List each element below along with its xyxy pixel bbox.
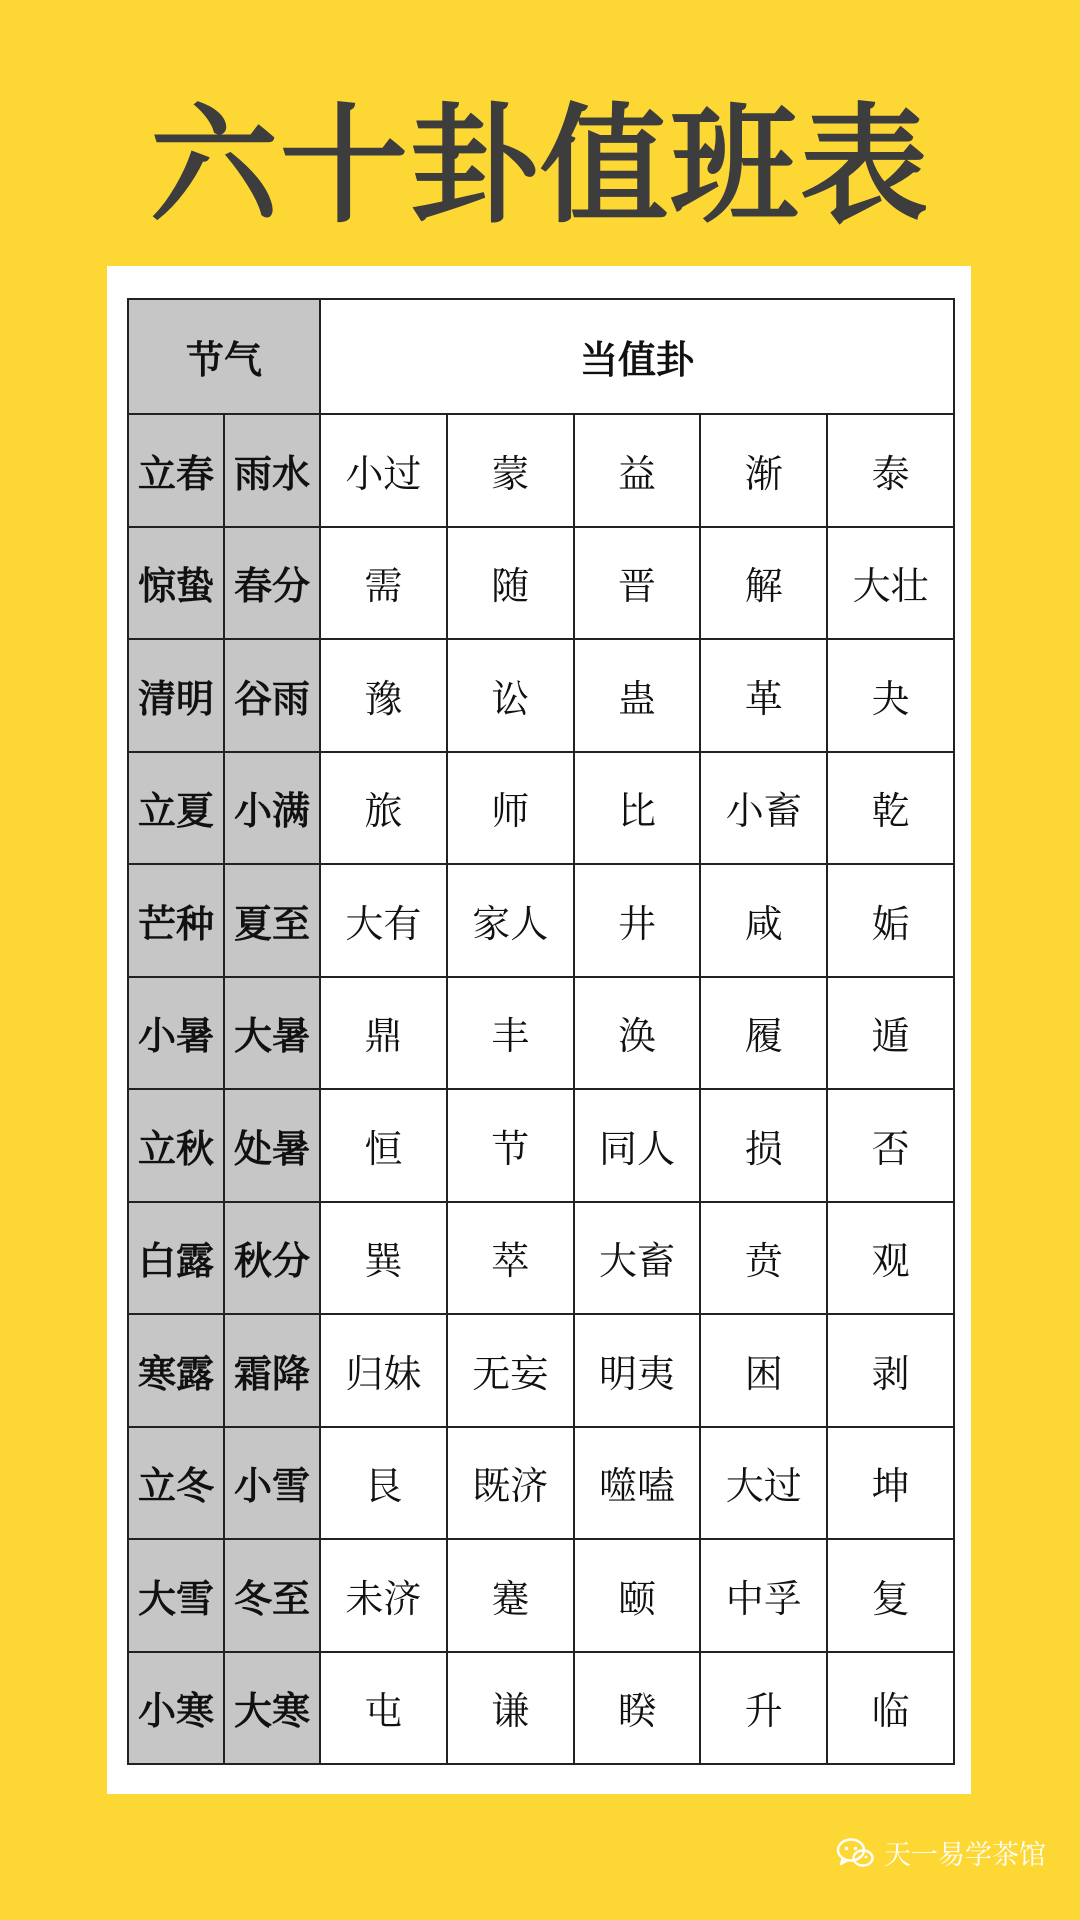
hexagram-cell: 艮 [320,1427,447,1540]
hexagram-cell: 节 [447,1089,574,1202]
watermark-text: 天一易学茶馆 [884,1840,1046,1871]
hexagram-cell: 革 [700,639,827,752]
solar-term-cell: 春分 [224,527,320,640]
hexagram-cell: 巽 [320,1202,447,1315]
table-body [128,299,954,1764]
table-row [128,977,954,1090]
hexagram-cell: 随 [447,527,574,640]
hexagram-cell: 小畜 [700,752,827,865]
hexagram-cell: 大过 [700,1427,827,1540]
hexagram-cell: 益 [574,414,701,527]
hexagram-cell: 咸 [700,864,827,977]
hexagram-cell: 萃 [447,1202,574,1315]
table-card [107,266,971,1794]
hexagram-cell: 晋 [574,527,701,640]
table-row [128,1314,954,1427]
table-row [128,1202,954,1315]
solar-term-cell: 惊蛰 [128,527,224,640]
hexagram-cell: 同人 [574,1089,701,1202]
hexagram-cell: 谦 [447,1652,574,1765]
solar-term-cell: 秋分 [224,1202,320,1315]
hexagram-cell: 乾 [827,752,954,865]
hexagram-cell: 讼 [447,639,574,752]
solar-term-cell: 白露 [128,1202,224,1315]
hexagram-cell: 屯 [320,1652,447,1765]
hexagram-cell: 遁 [827,977,954,1090]
solar-term-cell: 立春 [128,414,224,527]
hexagram-cell: 损 [700,1089,827,1202]
hexagram-cell: 观 [827,1202,954,1315]
hexagram-cell: 解 [700,527,827,640]
hexagram-cell: 蒙 [447,414,574,527]
hexagram-cell: 丰 [447,977,574,1090]
hexagram-cell: 师 [447,752,574,865]
table-row [128,1652,954,1765]
solar-term-cell: 立秋 [128,1089,224,1202]
wechat-icon [836,1837,874,1869]
table-row [128,864,954,977]
hexagram-cell: 比 [574,752,701,865]
hexagram-cell: 大畜 [574,1202,701,1315]
solar-term-cell: 立夏 [128,752,224,865]
hexagram-cell: 泰 [827,414,954,527]
hexagram-cell: 夬 [827,639,954,752]
hexagram-cell: 明夷 [574,1314,701,1427]
header-solar-terms: 节气 [128,299,320,414]
hexagram-cell: 蛊 [574,639,701,752]
solar-term-cell: 小暑 [128,977,224,1090]
table-row [128,1539,954,1652]
hexagram-cell: 需 [320,527,447,640]
hexagram-cell: 贲 [700,1202,827,1315]
solar-term-cell: 小满 [224,752,320,865]
hexagram-cell: 归妹 [320,1314,447,1427]
solar-term-cell: 寒露 [128,1314,224,1427]
solar-term-cell: 小寒 [128,1652,224,1765]
hexagram-cell: 大壮 [827,527,954,640]
solar-term-cell: 大雪 [128,1539,224,1652]
hexagram-cell: 升 [700,1652,827,1765]
solar-term-cell: 清明 [128,639,224,752]
hexagram-cell: 井 [574,864,701,977]
hexagram-cell: 豫 [320,639,447,752]
hexagram-cell: 小过 [320,414,447,527]
hexagram-cell: 噬嗑 [574,1427,701,1540]
hexagram-cell: 临 [827,1652,954,1765]
hexagram-cell: 剥 [827,1314,954,1427]
hexagram-duty-table [127,298,955,1765]
table-row [128,639,954,752]
solar-term-cell: 小雪 [224,1427,320,1540]
table-row [128,1427,954,1540]
table-row [128,1089,954,1202]
hexagram-cell: 姤 [827,864,954,977]
watermark [836,1833,1046,1872]
hexagram-cell: 涣 [574,977,701,1090]
hexagram-cell: 无妄 [447,1314,574,1427]
page-title: 六十卦值班表 [149,92,930,241]
hexagram-cell: 未济 [320,1539,447,1652]
hexagram-cell: 渐 [700,414,827,527]
hexagram-cell: 睽 [574,1652,701,1765]
hexagram-cell: 坤 [827,1427,954,1540]
table-row [128,414,954,527]
solar-term-cell: 冬至 [224,1539,320,1652]
header-duty-hexagrams: 当值卦 [320,299,954,414]
hexagram-cell: 既济 [447,1427,574,1540]
hexagram-cell: 否 [827,1089,954,1202]
solar-term-cell: 大暑 [224,977,320,1090]
hexagram-cell: 蹇 [447,1539,574,1652]
hexagram-cell: 中孚 [700,1539,827,1652]
hexagram-cell: 鼎 [320,977,447,1090]
hexagram-cell: 颐 [574,1539,701,1652]
solar-term-cell: 夏至 [224,864,320,977]
table-row [128,527,954,640]
hexagram-cell: 恒 [320,1089,447,1202]
table-header-row [128,299,954,414]
solar-term-cell: 芒种 [128,864,224,977]
hexagram-cell: 困 [700,1314,827,1427]
hexagram-cell: 家人 [447,864,574,977]
solar-term-cell: 处暑 [224,1089,320,1202]
hexagram-cell: 复 [827,1539,954,1652]
solar-term-cell: 霜降 [224,1314,320,1427]
hexagram-cell: 旅 [320,752,447,865]
table-row [128,752,954,865]
solar-term-cell: 立冬 [128,1427,224,1540]
solar-term-cell: 谷雨 [224,639,320,752]
solar-term-cell: 大寒 [224,1652,320,1765]
solar-term-cell: 雨水 [224,414,320,527]
hexagram-cell: 大有 [320,864,447,977]
hexagram-cell: 履 [700,977,827,1090]
